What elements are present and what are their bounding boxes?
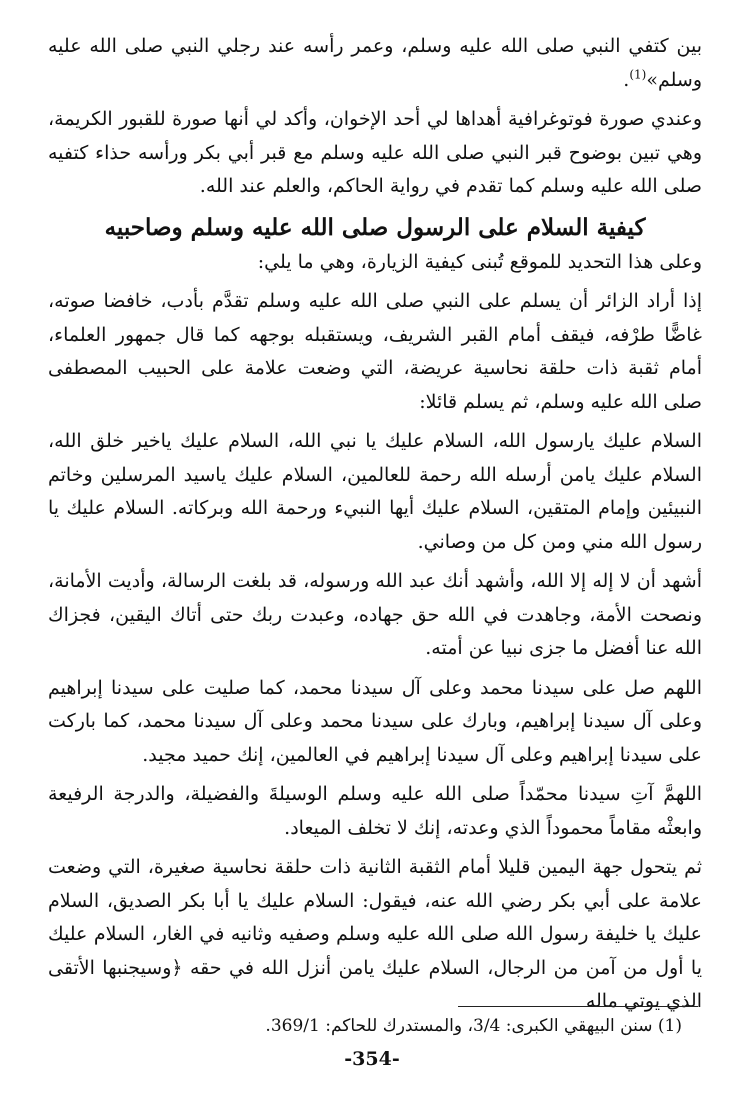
paragraph-6: أشهد أن لا إله إلا الله، وأشهد أنك عبد الله ورسوله، قد بلغت الرسالة، وأديت الأمانة، ونصحت الأمة، وجاهدت في الله حق جهاده، وعبدت ربك حتى أتاك اليقين، فجزاك الله عنا أفضل ما جزى نبيا عن أمته. <box>48 570 702 659</box>
footnote-divider <box>458 1006 698 1007</box>
paragraph-1-end: . <box>623 68 630 91</box>
page-number: -354- <box>344 1048 400 1070</box>
paragraph-7: اللهم صل على سيدنا محمد وعلى آل سيدنا محمد، كما صليت على سيدنا إبراهيم وعلى آل سيدنا إبراهيم، وبارك على سيدنا محمد وعلى آل سيدنا محمد، كما باركت على سيدنا إبراهيم وعلى آل سيدنا إبراهيم في العالمين، إنك حميد مجيد. <box>48 676 702 766</box>
paragraph-9: ثم يتحول جهة اليمين قليلا أمام الثقبة الثانية ذات حلقة نحاسية صغيرة، التي وضعت علامة على أبي بكر رضي الله عنه، فيقول: السلام عليك يا أبا بكر الصديق، السلام عليك يا خليفة رسول الله صلى الله عليه وسلم وصفيه وثانيه في الغار، السلام عليك يا أول من آمن من الرجال، السلام عليك يامن أنزل الله في حقه ﴿وسيجنبها الأتقى الذي يوتي ماله <box>48 856 702 1012</box>
footnote-marker: (1) <box>629 67 647 82</box>
footnote: (1) سنن البيهقي الكبرى: 3/4، والمستدرك للحاكم: 369/1. <box>265 1016 682 1036</box>
paragraph-5: السلام عليك يارسول الله، السلام عليك يا نبي الله، السلام عليك ياخير خلق الله، السلام عليك يامن أرسله الله رحمة للعالمين، السلام عليك ياسيد المرسلين وخاتم النبيئين وإمام المتقين، السلام عليك أيها النبيء ورحمة الله وبركاته. السلام عليك يا رسول الله مني ومن كل من وصاني. <box>48 430 702 553</box>
page-body <box>48 30 702 1025</box>
paragraph-1-text: بين كتفي النبي صلى الله عليه وسلم، وعمر رأسه عند رجلي النبي صلى الله عليه وسلم» <box>48 35 702 91</box>
paragraph-1 <box>48 30 702 97</box>
paragraph-8: اللهمَّ آتِ سيدنا محمّداً صلى الله عليه وسلم الوسيلةَ والفضيلة، والدرجة الرفيعة وابعثْه مقاماً محموداً الذي وعدته، إنك لا تخلف الميعاد. <box>48 783 702 839</box>
paragraph-4: إذا أراد الزائر أن يسلم على النبي صلى الله عليه وسلم تقدَّم بأدب، خافضا صوته، غاضًّا طرْفه، فيقف أمام القبر الشريف، ويستقبله بوجهه كما قال جمهور العلماء، أمام ثقبة ذات حلقة نحاسية عريضة، التي وضعت علامة على الحبيب المصطفى صلى الله عليه وسلم، ثم يسلم قائلا: <box>48 290 702 413</box>
section-heading: كيفية السلام على الرسول صلى الله عليه وسلم وصاحبيه <box>104 213 646 241</box>
paragraph-3: وعلى هذا التحديد للموقع تُبنى كيفية الزيارة، وهي ما يلي: <box>257 250 702 273</box>
paragraph-2: وعندي صورة فوتوغرافية أهداها لي أحد الإخوان، وأكد لي أنها صورة للقبور الكريمة، وهي تبين بوضوح قبر النبي صلى الله عليه وسلم مع قبر أبي بكر ورأسه حذاء كتفيه صلى الله عليه وسلم كما تقدم في رواية الحاكم، والعلم عند الله. <box>48 108 702 197</box>
